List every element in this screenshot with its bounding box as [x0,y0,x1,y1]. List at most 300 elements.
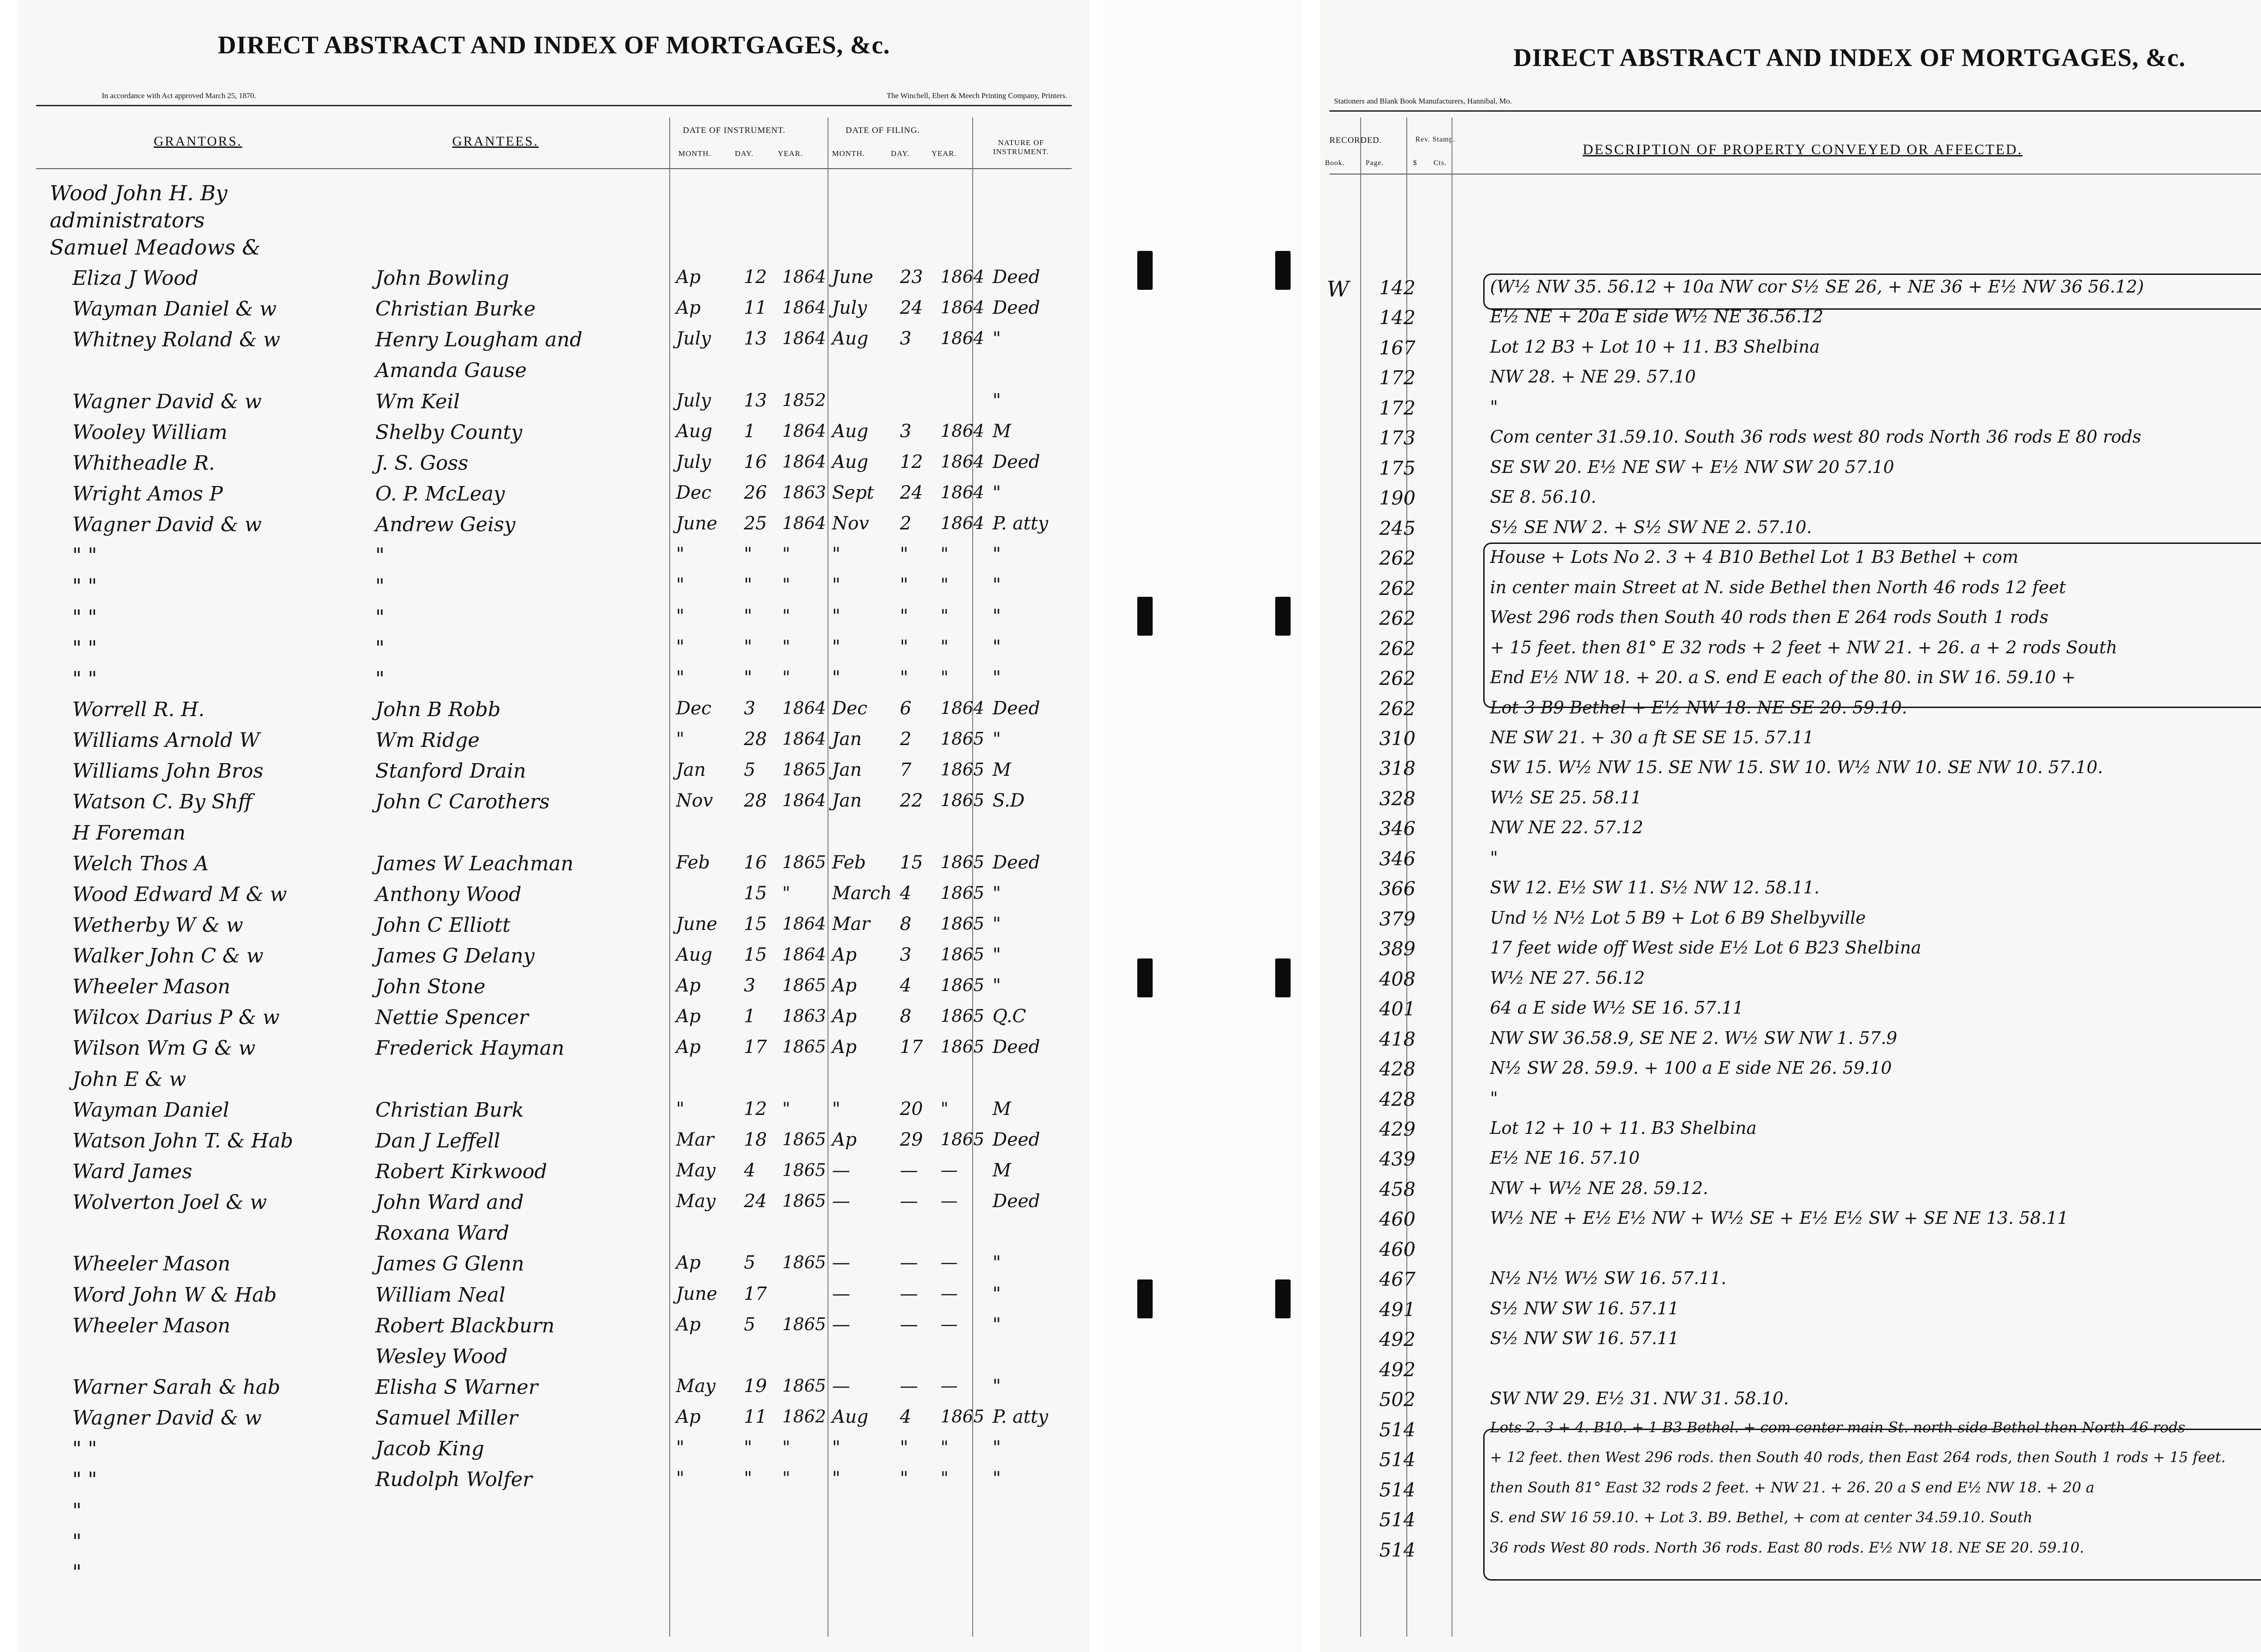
year-header: YEAR. [778,149,803,158]
page-cell: 439 [1379,1148,1416,1171]
grantor-cell: John E & w [72,1067,186,1091]
grantor-cell: Wooley William [72,420,227,444]
grantor-cell: " [72,1499,82,1522]
filing-month-cell: Ap [832,944,857,966]
filing-day-cell: 22 [900,790,923,812]
filing-day-cell: " [900,605,908,627]
filing-year-cell: 1865 [941,1006,984,1026]
filing-day-cell: " [900,575,908,596]
filing-month-cell: — [832,1314,850,1335]
instrument-year-cell: 1864 [782,513,826,533]
instrument-year-cell: 1863 [782,1006,826,1026]
grantee-cell: Andrew Geisy [375,513,516,537]
description-cell: SW 15. W½ NW 15. SE NW 15. SW 10. W½ NW 10. SE NW 10. 57.10. [1490,757,2103,778]
nature-cell: Deed [993,1129,1041,1150]
filing-day-cell: — [900,1314,918,1335]
filing-year-cell: 1865 [941,852,984,872]
description-cell: Lot 12 B3 + Lot 10 + 11. B3 Shelbina [1490,336,1820,357]
grantee-cell: Robert Kirkwood [375,1160,547,1184]
instrument-day-cell: " [744,636,752,657]
binding-mark [1275,251,1291,290]
filing-year-cell: " [941,667,949,687]
nature-cell: " [993,883,1001,904]
left-ledger-page [18,0,1090,1652]
filing-month-cell: July [832,297,867,319]
binding-mark [1137,1279,1153,1318]
filing-year-cell: 1864 [941,482,984,502]
grantee-cell: Wm Ridge [375,729,480,752]
page-cell: 173 [1379,427,1416,449]
page-cell: 514 [1379,1539,1416,1561]
instrument-day-cell: 15 [744,913,767,935]
filing-day-cell: 4 [900,975,912,996]
filing-year-cell: 1865 [941,913,984,934]
nature-cell: " [993,1376,1001,1397]
filing-year-cell: 1865 [941,790,984,811]
grantee-cell: Samuel Miller [375,1407,518,1430]
instrument-year-cell: " [782,636,790,656]
instrument-year-cell: 1865 [782,1037,826,1057]
filing-day-cell: 2 [900,513,912,534]
description-cell: NW SW 36.58.9, SE NE 2. W½ SW NW 1. 57.9 [1490,1028,1897,1048]
filing-year-cell: — [941,1283,958,1303]
nature-cell: " [993,1283,1001,1304]
instrument-month-cell: Dec [676,482,712,503]
nature-cell: Q.C [993,1006,1026,1027]
grantee-cell: Roxana Ward [375,1222,510,1245]
filing-month-cell: Ap [832,1037,857,1058]
filing-month-cell: — [832,1376,850,1397]
grantor-cell: " " [72,636,97,660]
instrument-month-cell: Ap [676,297,701,319]
filing-year-cell: 1865 [941,975,984,996]
instrument-day-cell: 12 [744,267,767,288]
grantee-cell: Christian Burk [375,1098,524,1122]
instrument-month-cell: " [676,1098,685,1119]
instrument-month-cell: Jan [676,760,706,781]
nature-cell: M [993,760,1011,781]
grantor-cell: Watson C. By Shff [72,790,252,814]
nature-cell: " [993,544,1001,565]
filing-day-cell: 8 [900,1006,912,1027]
instrument-day-cell: 17 [744,1037,767,1058]
instrument-month-cell: Feb [676,852,710,873]
filing-month-cell: — [832,1252,850,1274]
binding-mark [1275,597,1291,636]
description-cell: W½ NE 27. 56.12 [1490,968,1645,988]
grantee-cell: Shelby County [375,420,522,444]
grantee-cell: " [375,605,385,629]
instrument-day-cell: " [744,1468,752,1489]
nature-cell: " [993,1468,1001,1489]
description-cell: " [1490,847,1498,868]
grantor-cell: " [72,1560,82,1584]
grantee-cell: Stanford Drain [375,760,526,783]
filing-day-cell: 8 [900,913,912,935]
grantor-cell: Williams John Bros [72,760,264,783]
grantor-cell: Wagner David & w [72,1407,262,1430]
instrument-month-cell: Ap [676,1037,701,1058]
filing-month-cell: — [832,1191,850,1212]
page-cell: 460 [1379,1238,1416,1260]
instrument-year-cell: 1865 [782,1376,826,1396]
description-cell: SW NW 29. E½ 31. NW 31. 58.10. [1490,1388,1789,1409]
filing-year-cell: " [941,636,949,656]
stationer-note: Stationers and Blank Book Manufacturers, Hannibal, Mo. [1334,97,1512,105]
instrument-day-cell: 1 [744,420,756,442]
filing-day-cell: 3 [900,944,912,966]
instrument-day-cell: 18 [744,1129,767,1150]
instrument-day-cell: 25 [744,513,767,534]
instrument-day-cell: 19 [744,1376,767,1397]
page-cell: 429 [1379,1118,1416,1141]
filing-month-cell: " [832,636,841,657]
instrument-month-cell: June [676,913,718,935]
nature-cell: M [993,1098,1011,1119]
grantor-cell: Wagner David & w [72,513,262,537]
grantor-cell: Welch Thos A [72,852,209,875]
instrument-year-cell: 1864 [782,729,826,749]
instrument-year-cell: 1864 [782,420,826,441]
instrument-month-cell: " [676,605,685,627]
month-header: MONTH. [832,149,865,158]
filing-year-cell: 1865 [941,1407,984,1427]
description-cell: S½ SE NW 2. + S½ SW NE 2. 57.10. [1490,517,1812,537]
grantor-cell: " " [72,667,97,690]
page-cell: 262 [1379,547,1416,570]
nature-cell: " [993,390,1001,411]
filing-day-cell: 6 [900,698,912,719]
page-cell: 492 [1379,1328,1416,1351]
grantee-cell: Christian Burke [375,297,536,321]
preamble-line: administrators [50,208,205,232]
instrument-month-cell: Nov [676,790,713,812]
grantee-cell: James G Glenn [375,1252,525,1276]
dollars-header: $ [1413,159,1417,167]
grantor-cell: " " [72,1468,97,1492]
grantor-cell: Wayman Daniel [72,1098,229,1122]
instrument-year-cell: " [782,1098,790,1119]
instrument-day-cell: 4 [744,1160,756,1181]
filing-month-cell: Jan [832,729,862,750]
instrument-month-cell: June [676,1283,718,1304]
grantor-cell: Wheeler Mason [72,1252,231,1276]
page-cell: 491 [1379,1298,1416,1321]
instrument-year-cell: 1864 [782,328,826,349]
column-rule [1360,118,1361,1637]
grantor-cell: Wayman Daniel & w [72,297,277,321]
filing-year-cell: " [941,544,949,564]
filing-year-cell: — [941,1314,958,1334]
instrument-month-cell: Mar [676,1129,714,1150]
description-cell: S½ NW SW 16. 57.11 [1490,1298,1679,1318]
instrument-day-cell: 17 [744,1283,767,1304]
rev-stamp-header: Rev. Stamp. [1415,136,1456,143]
page-header: Page. [1366,159,1384,167]
header-bottom-rule [36,168,1072,169]
grantor-cell: Wilson Wm G & w [72,1037,255,1060]
page-cell: 346 [1379,817,1416,840]
date-instrument-header: DATE OF INSTRUMENT. [683,126,786,135]
nature-cell: Deed [993,1037,1041,1058]
filing-day-cell: " [900,1468,908,1489]
instrument-year-cell: 1864 [782,297,826,318]
filing-month-cell: Nov [832,513,869,534]
filing-day-cell: 17 [900,1037,923,1058]
page-cell: 167 [1379,336,1416,359]
filing-month-cell: " [832,1437,841,1458]
grantee-cell: " [375,544,385,567]
instrument-year-cell: 1864 [782,944,826,965]
instrument-year-cell: " [782,1437,790,1458]
page-cell: 514 [1379,1449,1416,1471]
description-cell: NE SW 21. + 30 a ft SE SE 15. 57.11 [1490,727,1814,747]
nature-cell: Deed [993,297,1041,319]
nature-cell: " [993,482,1001,503]
book-header: Book. [1325,159,1345,167]
description-cell: then South 81° East 32 rods 2 feet. + NW 21. + 26. 20 a S end E½ NW 18. + 20 a [1490,1478,2095,1496]
nature-cell: Deed [993,267,1041,288]
filing-day-cell: 24 [900,297,923,319]
page-cell: 418 [1379,1028,1416,1050]
grantor-cell: " " [72,1437,97,1461]
page-cell: 262 [1379,667,1416,690]
grantee-cell: James G Delany [375,944,535,968]
year-header: YEAR. [932,149,957,158]
instrument-month-cell: Aug [676,420,713,442]
nature-cell: " [993,667,1001,688]
grantor-cell: " " [72,575,97,598]
grantor-cell: Wolverton Joel & w [72,1191,267,1214]
filing-month-cell: Aug [832,328,869,349]
filing-year-cell: 1865 [941,729,984,749]
act-note: In accordance with Act approved March 25, 1870. [102,91,256,100]
grantor-cell: H Foreman [72,821,186,845]
filing-year-cell: 1864 [941,513,984,533]
instrument-day-cell: 3 [744,975,756,996]
instrument-year-cell: 1865 [782,760,826,780]
filing-month-cell: — [832,1160,850,1181]
instrument-day-cell: 28 [744,790,767,812]
instrument-year-cell: " [782,1468,790,1488]
nature-cell: " [993,575,1001,596]
grantor-cell: Worrell R. H. [72,698,205,721]
filing-year-cell: — [941,1376,958,1396]
nature-cell: " [993,1252,1001,1274]
description-cell: Lots 2. 3 + 4. B10. + 1 B3 Bethel. + com center main St. north side Bethel then North 46 rods [1490,1418,2185,1436]
page-title: DIRECT ABSTRACT AND INDEX OF MORTGAGES, &c. [218,31,890,59]
nature-cell: M [993,1160,1011,1181]
binding-mark [1137,597,1153,636]
grantor-cell: Wilcox Darius P & w [72,1006,280,1029]
header-rule [36,105,1072,106]
description-cell: Com center 31.59.10. South 36 rods west 80 rods North 36 rods E 80 rods [1490,427,2142,447]
instrument-year-cell: 1864 [782,451,826,472]
instrument-day-cell: 28 [744,729,767,750]
filing-month-cell: Aug [832,451,869,472]
grantee-cell: Robert Blackburn [375,1314,555,1337]
description-cell: 36 rods West 80 rods. North 36 rods. East 80 rods. E½ NW 18. NE SE 20. 59.10. [1490,1539,2084,1556]
description-cell: (W½ NW 35. 56.12 + 10a NW cor S½ SE 26, + NE 36 + E½ NW 36 56.12) [1490,277,2144,297]
filing-month-cell: Sept [832,482,874,503]
instrument-day-cell: " [744,667,752,688]
grantee-cell: J. S. Goss [375,451,468,475]
filing-day-cell: 7 [900,760,912,781]
grantors-header: GRANTORS. [154,134,242,149]
instrument-year-cell: 1864 [782,267,826,287]
filing-month-cell: " [832,1468,841,1489]
filing-month-cell: " [832,1098,841,1119]
instrument-year-cell: 1864 [782,698,826,718]
nature-cell: P. atty [993,1407,1048,1428]
description-cell: Lot 3 B9 Bethel + E½ NW 18. NE SE 20. 59.10. [1490,697,1907,717]
instrument-year-cell: 1864 [782,790,826,811]
description-cell: N½ SW 28. 59.9. + 100 a E side NE 26. 59.10 [1490,1058,1892,1078]
instrument-month-cell: " [676,544,685,565]
filing-day-cell: 4 [900,1407,912,1428]
instrument-day-cell: 5 [744,1314,756,1335]
description-cell: NW NE 22. 57.12 [1490,817,1643,838]
grantee-cell: John B Robb [375,698,501,721]
filing-month-cell: " [832,544,841,565]
description-cell: SE 8. 56.10. [1490,487,1597,507]
instrument-month-cell: Ap [676,1252,701,1274]
grantee-cell: John C Carothers [375,790,550,814]
description-cell: Und ½ N½ Lot 5 B9 + Lot 6 B9 Shelbyville [1490,907,1866,928]
instrument-month-cell: " [676,575,685,596]
filing-month-cell: Dec [832,698,868,719]
instrument-month-cell: Ap [676,975,701,996]
page-cell: 492 [1379,1358,1416,1381]
instrument-day-cell: 16 [744,852,767,873]
instrument-day-cell: 11 [744,297,767,319]
filing-month-cell: Ap [832,1129,857,1150]
column-rule [669,118,670,1637]
filing-day-cell: — [900,1283,918,1304]
description-cell: N½ N½ W½ SW 16. 57.11. [1490,1268,1726,1289]
page-cell: 190 [1379,487,1416,510]
filing-day-cell: 3 [900,420,912,442]
nature-cell: Deed [993,852,1041,873]
instrument-month-cell: Aug [676,944,713,966]
page-cell: 408 [1379,968,1416,990]
preamble-line: Samuel Meadows & [50,235,261,260]
instrument-year-cell: " [782,667,790,687]
book-cell: W [1327,277,1349,302]
instrument-month-cell: July [676,328,711,349]
grantee-cell: John Stone [375,975,486,999]
page-cell: 514 [1379,1509,1416,1531]
filing-month-cell: Feb [832,852,866,873]
grantee-cell: Frederick Hayman [375,1037,564,1060]
description-cell: NW + W½ NE 28. 59.12. [1490,1178,1708,1198]
page-cell: 245 [1379,517,1416,539]
preamble-line: Wood John H. By [50,181,227,205]
instrument-day-cell: 5 [744,760,756,781]
filing-month-cell: March [832,883,892,904]
instrument-day-cell: 26 [744,482,767,503]
instrument-month-cell: Ap [676,1407,701,1428]
page-cell: 428 [1379,1058,1416,1081]
grantor-cell: Wright Amos P [72,482,223,505]
filing-month-cell: Ap [832,975,857,996]
recorded-header: RECORDED. [1329,136,1382,145]
description-cell: 17 feet wide off West side E½ Lot 6 B23 Shelbina [1490,938,1921,958]
instrument-year-cell: 1852 [782,390,826,410]
grantee-cell: John Bowling [375,267,509,290]
nature-cell: " [993,729,1001,750]
filing-year-cell: 1865 [941,1037,984,1057]
filing-day-cell: 3 [900,328,912,349]
grantee-cell: Dan J Leffell [375,1129,501,1152]
nature-cell: " [993,913,1001,935]
filing-day-cell: 15 [900,852,923,873]
filing-year-cell: 1865 [941,883,984,903]
page-cell: 175 [1379,457,1416,479]
grantee-cell: Anthony Wood [375,883,522,906]
month-header: MONTH. [678,149,711,158]
cents-header: Cts. [1433,159,1447,167]
instrument-month-cell: May [676,1376,716,1397]
grantor-cell: Wheeler Mason [72,1314,231,1337]
page-cell: 142 [1379,307,1416,329]
nature-cell: Deed [993,1191,1041,1212]
description-cell: End E½ NW 18. + 20. a S. end E each of the 80. in SW 16. 59.10 + [1490,667,2076,688]
description-cell: West 296 rods then South 40 rods then E 264 rods South 1 rods [1490,607,2048,628]
filing-month-cell: Aug [832,1407,869,1428]
right-ledger-page [1320,0,2261,1652]
description-cell: " [1490,1088,1498,1108]
grantor-cell: Whitheadle R. [72,451,215,475]
instrument-month-cell: July [676,451,711,472]
filing-month-cell: June [832,267,874,288]
description-cell: SE SW 20. E½ NE SW + E½ NW SW 20 57.10 [1490,457,1894,477]
filing-year-cell: 1864 [941,698,984,718]
filing-year-cell: " [941,1437,949,1458]
filing-day-cell: 4 [900,883,912,904]
page-cell: 379 [1379,907,1416,930]
description-cell: S½ NW SW 16. 57.11 [1490,1328,1679,1349]
instrument-day-cell: 12 [744,1098,767,1119]
description-cell: Lot 12 + 10 + 11. B3 Shelbina [1490,1118,1757,1138]
page-cell: 262 [1379,637,1416,660]
binding-mark [1275,1279,1291,1318]
instrument-year-cell: " [782,575,790,595]
instrument-year-cell: 1865 [782,1191,826,1211]
page-cell: 262 [1379,607,1416,630]
grantee-cell: Wesley Wood [375,1345,508,1368]
grantor-cell: Wheeler Mason [72,975,231,999]
instrument-month-cell: " [676,636,685,657]
filing-day-cell: — [900,1160,918,1181]
page-cell: 514 [1379,1418,1416,1441]
page-cell: 328 [1379,787,1416,810]
page-cell: 310 [1379,727,1416,750]
nature-cell: " [993,1437,1001,1458]
page-cell: 262 [1379,697,1416,720]
instrument-year-cell: 1865 [782,1160,826,1180]
page-gutter [1103,0,1302,1652]
instrument-year-cell: 1862 [782,1407,826,1427]
filing-month-cell: Jan [832,790,862,812]
printer-note: The Winchell, Ebert & Meech Printing Company, Printers. [886,91,1067,100]
instrument-year-cell: " [782,544,790,564]
filing-year-cell: 1865 [941,944,984,965]
instrument-month-cell: Ap [676,267,701,288]
instrument-day-cell: 15 [744,883,767,904]
filing-month-cell: Mar [832,913,870,935]
header-rule [1329,110,2261,112]
